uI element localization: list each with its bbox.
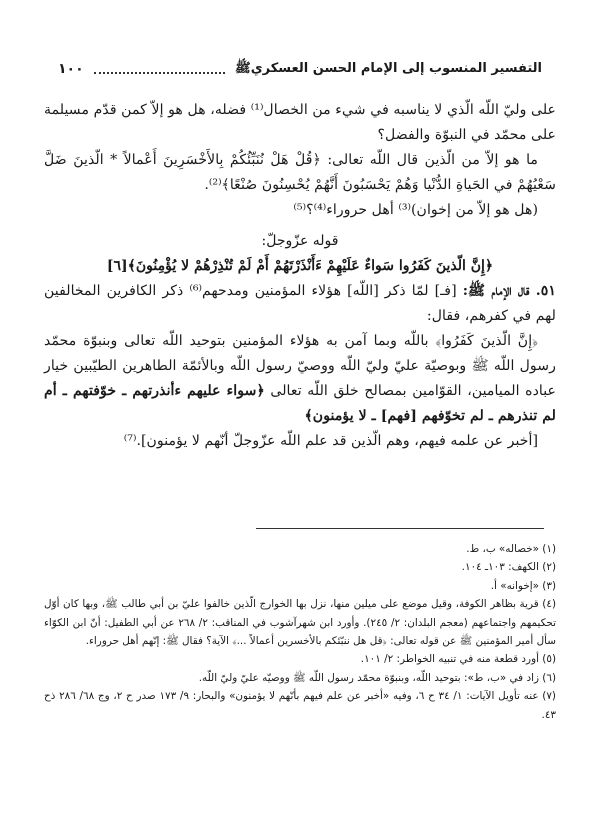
running-title: التفسير المنسوب إلى الإمام الحسن العسكريﷺ (235, 60, 542, 76)
footnote-1: (١) «خصاله» ب، ط. (466, 543, 556, 555)
page-number: ١٠٠ (58, 61, 84, 77)
footnote-5: (٥) أورد قطعة منه في تنبيه الخواطر: ٢/ ١٠١. (360, 653, 556, 666)
paragraph-5-verse: ﴿سواء عليهم ءأنذرتهم ـ خوّفتهم ـ أم لم تنذرهم ـ لم تخوّفهم [فهم] ـ لا يؤمنون﴾ (44, 383, 556, 424)
footnote-divider (256, 528, 544, 529)
footnote-2: (٢) الكهف: ١٠٣ـ ١٠٤. (461, 561, 556, 574)
footnote-6: (٦) زاد في «ب، ط»: بتوحيد اللّه، وبنبوّة محمّد رسول اللّه ﷺ ووصيّه عليّ وليّ اللّه. (198, 671, 556, 684)
footnote-7: (٧) عنه تأويل الآيات: ١/ ٣٤ ح ٦، وفيه «أخبر عن علم فيهم بأنّهم لا يؤمنون» والبحار: ٩/ ١٧٣ صدر ح ٢، وج ٦٨/ ٢٨٦ ذح ٤٣. (44, 690, 556, 721)
paragraph-4 (44, 279, 556, 329)
paragraph-2: ما هو إلاّ من الّذين قال اللّه تعالى: ﴿قُلْ هَلْ نُنَبِّئُكُمْ بِالأَخْسَرِينَ أَعْمالاً * الّذينَ ضَلَّ سَعْيُهُمْ في الحَياةِ الدُّنْيا وَهُمْ يَحْسَبُونَ أَنَّهُمْ يُحْسِنُونَ صُنْعًا﴾⁽²⁾. (44, 152, 556, 193)
footnote-3: (٣) «إخوانه» أ. (490, 579, 556, 592)
paragraph-4-lead: ٥١. قال الإمام ﷺ: (462, 283, 557, 299)
footnote-4: (٤) قرية بظاهر الكوفة، وقيل موضع على ميلين منها، نزل بها الخوارج الّذين خالفوا عليّ بن أبي طالب ﷺ، وبها كان أوّل تحكيمهم واجتماعهم (معجم البلدان: ٢/ ٢٤٥). وأورد ابن شهرآشوب في المناقب: ٢/ ٢٦٨ عن أبي الطفيل: أنّ ابن الكوّاء سأل أمير المؤمنين ﷺ عن قوله تعالى: ﴿قل هل ننبّئكم بالأخسرين أعمالاً ...﴾ الآية؟ فقال ﷺ: إنّهم أهل حروراء. (44, 598, 557, 648)
footnotes (44, 540, 556, 724)
paragraph-5 (44, 329, 556, 429)
paragraph-1: على وليّ اللّه الّذي لا يناسبه في شيء من الخصال⁽¹⁾ فضله، هل هو إلاّ كمن قدّم مسيلمة على محمّد في النبوّة والفضل؟ (44, 102, 556, 143)
section-heading: قوله عزّوجلّ: (261, 233, 339, 249)
page-header (58, 56, 542, 82)
paragraph-5-text: ﴿إِنَّ الّذينَ كَفَرُوا﴾ باللّه وبما آمن به هؤلاء المؤمنين بتوحيد اللّه تعالى وبنبوّة محمّد رسول اللّه ﷺ وبوصيّة عليّ وليّ اللّه ووصيّ رسول اللّه وبالأئمّة الطاهرين الطيّبين خيار عباده الميامين، القوّامين بمصالح خلق اللّه تعالى (44, 333, 556, 399)
paragraph-4-text: [فـ] لمّا ذكر [اللّه] هؤلاء المؤمنين ومدحهم⁽⁶⁾ ذكر الكافرين المخالفين لهم في كفرهم، فقال: (44, 283, 556, 324)
header-dotted-rule (94, 72, 225, 74)
quran-verse: ﴿إِنَّ الّذينَ كَفَرُوا سَواءٌ عَلَيْهِمْ ءَأَنْذَرْتَهُمْ أَمْ لَمْ تُنْذِرْهُمْ لا يُؤْمِنُونَ﴾[٦] (106, 258, 494, 274)
paragraph-6: [أخبر عن علمه فيهم، وهم الّذين قد علم اللّه عزّوجلّ أنّهم لا يؤمنون].⁽⁷⁾ (123, 433, 538, 449)
paragraph-3: (هل هو إلاّ من إخوان)⁽³⁾ أهل حروراء⁽⁴⁾؟⁽⁵⁾ (293, 202, 538, 218)
main-text (44, 98, 556, 454)
